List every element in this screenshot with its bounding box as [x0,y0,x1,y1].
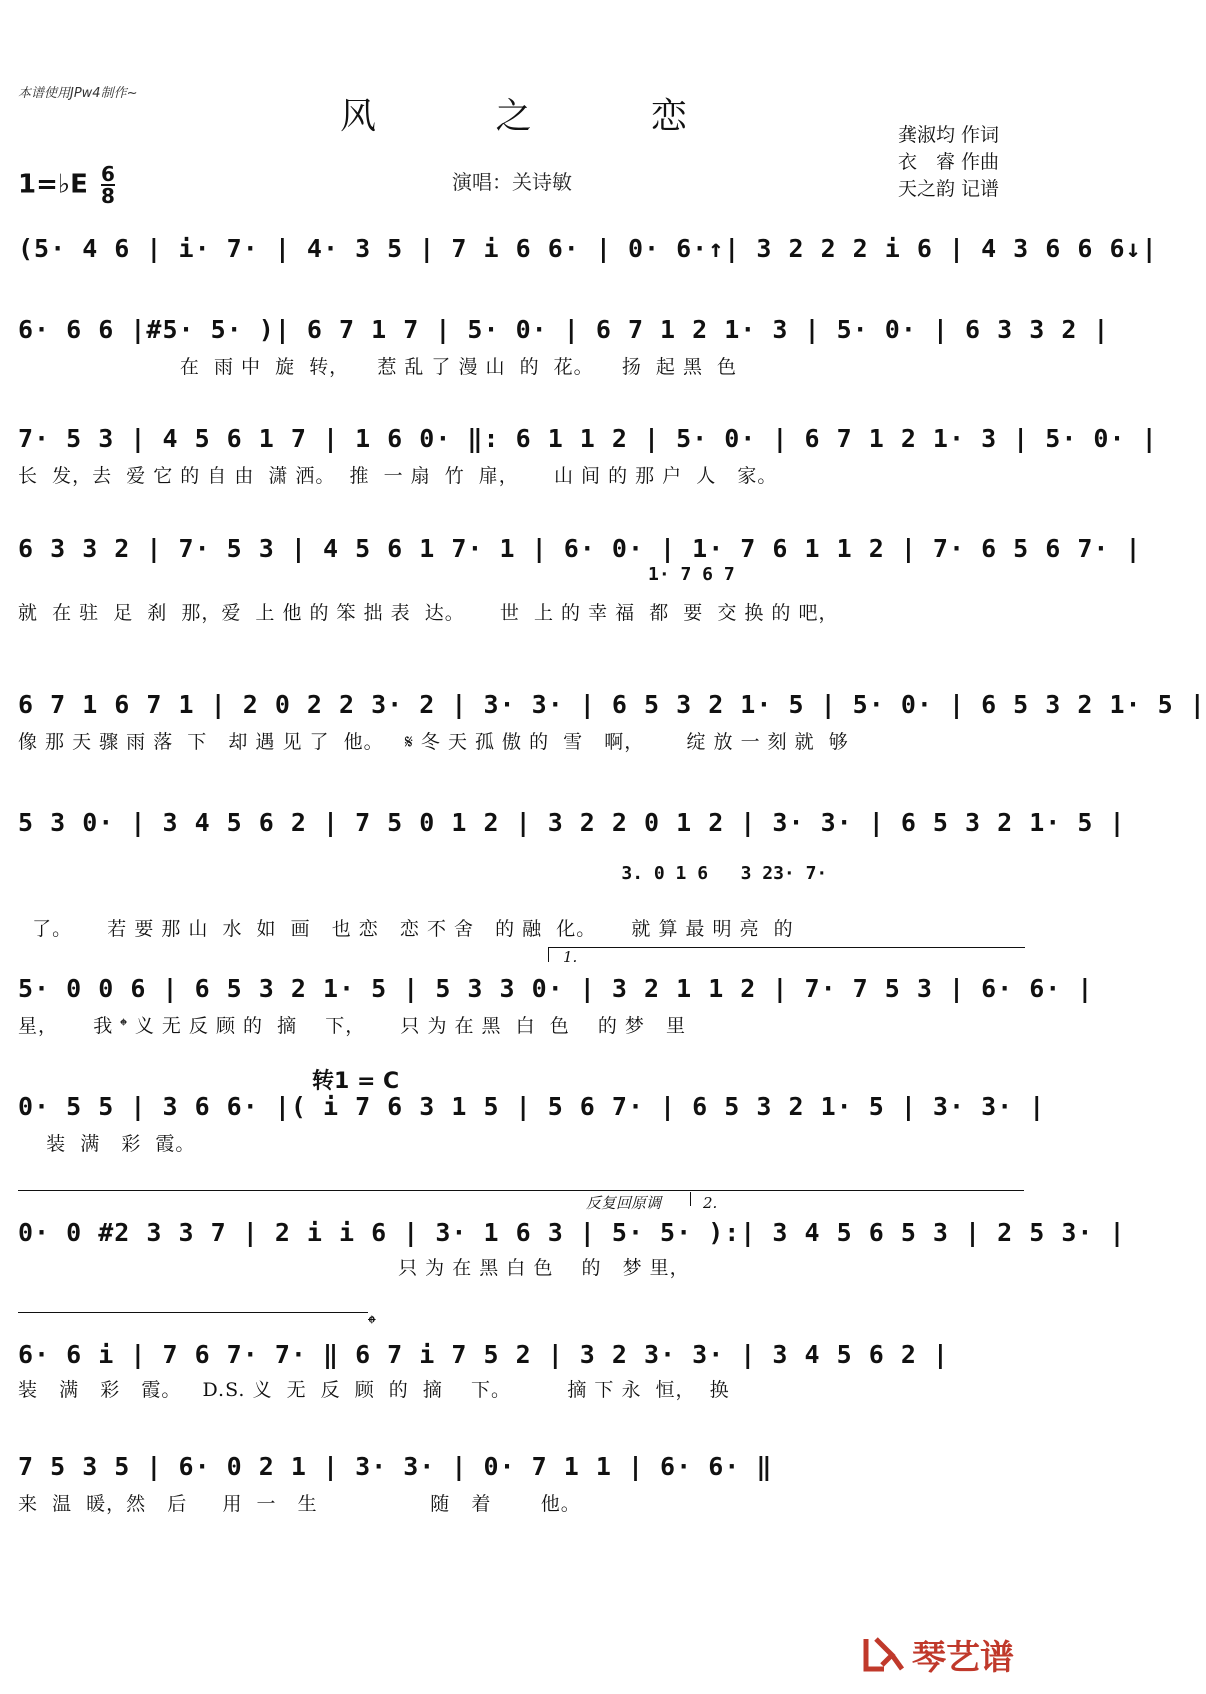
lyrics-line: 像 那 天 骤 雨 落 下 却 遇 见 了 他。 𝄋 冬 天 孤 傲 的 雪 啊， 绽 放 一 刻 就 够 [18,731,849,753]
lyrics-line: 装 满 彩 霞。 D.S. 义 无 反 顾 的 摘 下。 摘 下 永 恒， 换 [18,1379,730,1401]
volta-1-bracket [548,947,1025,966]
watermark [862,1630,1014,1679]
credits [898,122,999,203]
brand-text: 琴艺谱 [912,1638,1014,1678]
title-char-2: 之 [495,96,536,137]
coda-sign: 𝄌 [368,1312,376,1337]
volta-1-label: 1. [563,948,578,966]
notation-line: 7 5 3 5 | 6· 0 2 1 | 3· 3· | 0· 7 1 1 | 6· 6· ‖ [18,1452,773,1481]
system-11 [18,1452,1024,1516]
lyricist-credit: 龚淑均 作词 [898,124,1000,146]
brand-logo-icon [862,1635,906,1675]
lyrics-line: 在 雨 中 旋 转， 惹 乱 了 漫 山 的 花。 扬 起 黑 色 [18,356,738,378]
alternate-notes [578,842,1024,905]
lyrics-line: 来 温 暖，然 后 用 一 生 随 着 他。 [18,1493,581,1515]
key-signature [18,164,115,206]
system-8 [18,1092,1046,1156]
composer-credit: 衣 睿 作曲 [898,151,1000,173]
lyrics-line: 就 在 驻 足 刹 那，爱 上 他 的 笨 拙 表 达。 世 上 的 幸 福 都 要 交 换 的 吧， [18,602,839,624]
system-3 [18,424,1158,488]
notation-line: 7· 5 3 | 4 5 6 1 7 | 1 6 0· ‖: 6 1 1 2 | 5· 0· | 6 7 1 2 1· 3 | 5· 0· | [18,424,1158,453]
system-7 [18,974,1094,1038]
key-label: 1=♭E [18,169,88,200]
software-note: 本谱使用JPw4制作~ [18,86,138,101]
transcriber-credit: 天之韵 记谱 [898,178,1000,200]
lyrics-line: 只 为 在 黑 白 色 的 梦 里， [18,1257,690,1279]
system-5 [18,690,1206,754]
modulation-mark: 转1 = C [312,1069,400,1094]
volta-rule [18,1190,1024,1191]
lyrics-line: 装 满 彩 霞。 [18,1133,196,1155]
time-bottom: 8 [100,184,115,208]
notation-line: 6 3 3 2 | 7· 5 3 | 4 5 6 1 7· 1 | 6· 0· | 1· 7 6 1 1 2 | 7· 6 5 6 7· | [18,534,1142,563]
system-9 [18,1218,1126,1280]
notation-line: 0· 5 5 | 3 6 6· |( i 7 6 3 1 5 | 5 6 7· | 6 5 3 2 1· 5 | 3· 3· | [18,1092,1046,1121]
page-title [290,88,741,139]
system-2 [18,315,1110,379]
system-10 [18,1340,1024,1402]
alt-notes-b: 3 23· 7· [740,863,828,884]
title-char-1: 风 [339,96,380,137]
return-key-mark: 反复回原调 [586,1194,662,1212]
volta-rule-2 [18,1312,368,1313]
lyrics-line: 长 发，去 爱 它 的 自 由 潇 洒。 推 一 扇 竹 扉， 山 间 的 那 户 人 家。 [18,465,778,487]
notation-line: 6· 6 6 |#5· 5· )| 6 7 1 7 | 5· 0· | 6 7 1 2 1· 3 | 5· 0· | 6 3 3 2 | [18,315,1110,344]
notation-line: (5· 4 6 | i· 7· | 4· 3 5 | 7 i 6 6· | 0· 6·↑| 3 2 2 2 i 6 | 4 3 6 6 6↓| [18,234,1158,263]
alternate-notes: 1· 7 6 7 [648,564,735,585]
notation-line: 6· 6 i | 7 6 7· 7· ‖ 6 7 i 7 5 2 | 3 2 3· 3· | 3 4 5 6 2 | [18,1340,949,1369]
singer: 演唱：关诗敏 [452,170,572,194]
volta-2-label: 2. [703,1194,718,1212]
time-signature [101,164,115,206]
notation-line: 0· 0 #2 3 3 7 | 2 i i 6 | 3· 1 6 3 | 5· 5· ):| 3 4 5 6 5 3 | 2 5 3· | [18,1218,1126,1247]
lyrics-line: 了。 若 要 那 山 水 如 画 也 恋 恋 不 舍 的 融 化。 就 算 最 明 亮 的 [18,918,794,940]
system-1 [18,234,1158,264]
time-top: 6 [100,162,115,186]
notation-line: 5· 0 0 6 | 6 5 3 2 1· 5 | 5 3 3 0· | 3 2 1 1 2 | 7· 7 5 3 | 6· 6· | [18,974,1094,1003]
system-6 [18,808,1126,941]
notation-line: 5 3 0· | 3 4 5 6 2 | 7 5 0 1 2 | 3 2 2 0 1 2 | 3· 3· | 6 5 3 2 1· 5 | [18,808,1126,837]
lyrics-line: 星， 我 𝄌 义 无 反 顾 的 摘 下， 只 为 在 黑 白 色 的 梦 里 [18,1015,687,1037]
volta-2-bracket [690,1192,1025,1212]
title-char-3: 恋 [650,96,691,137]
system-4 [18,534,1142,625]
alt-notes-a: 3. 0 1 6 [621,863,709,884]
notation-line: 6 7 1 6 7 1 | 2 0 2 2 3· 2 | 3· 3· | 6 5 3 2 1· 5 | 5· 0· | 6 5 3 2 1· 5 | [18,690,1206,719]
